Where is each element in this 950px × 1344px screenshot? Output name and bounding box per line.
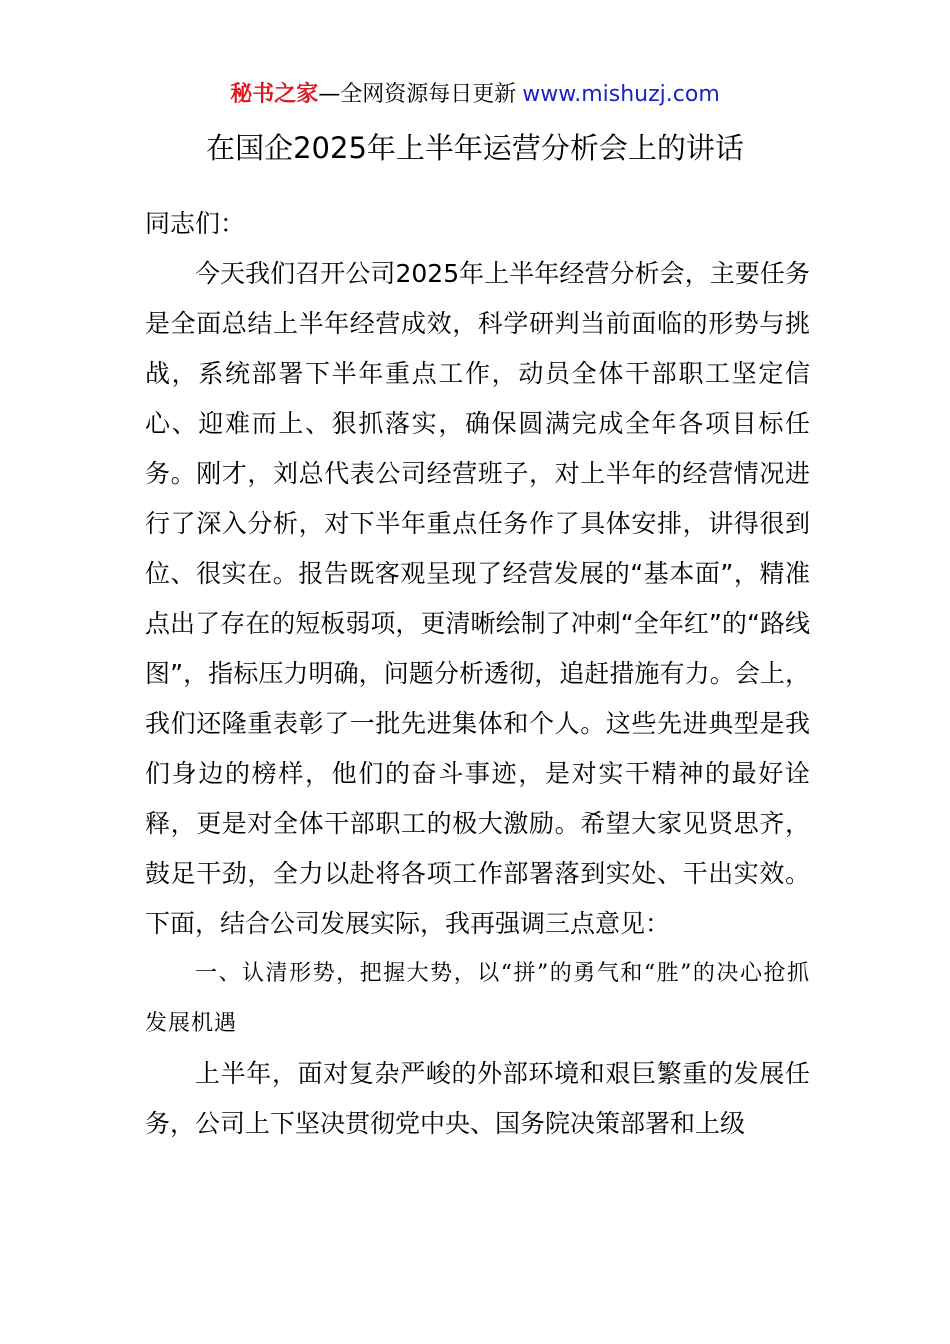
- intro-paragraph: 今天我们召开公司2025年上半年经营分析会，主要任务是全面总结上半年经营成效，科学研判当前面临的形势与挑战，系统部署下半年重点工作，动员全体干部职工坚定信心、迎难而上、狠抓落实，确保圆满完成全年各项目标任务。刚才，刘总代表公司经营班子，对上半年的经营情况进行了深入分析，对下半年重点任务作了具体安排，讲得很到位、很实在。报告既客观呈现了经营发展的“基本面”，精准点出了存在的短板弱项，更清晰绘制了冲刺“全年红”的“路线图”，指标压力明确，问题分析透彻，追赶措施有力。会上，我们还隆重表彰了一批先进集体和个人。这些先进典型是我们身边的榜样，他们的奋斗事迹，是对实干精神的最好诠释，更是对全体干部职工的极大激励。希望大家见贤思齐，鼓足干劲，全力以赴将各项工作部署落到实处、干出实效。下面，结合公司发展实际，我再强调三点意见：: [145, 259, 810, 938]
- header-tagline: —全网资源每日更新: [318, 82, 517, 107]
- document-body: [145, 199, 810, 1149]
- brand-name: 秘书之家: [230, 82, 319, 107]
- document-title: 在国企2025年上半年运营分析会上的讲话: [206, 131, 744, 165]
- section-one-heading: 一、认清形势，把握大势，以“拼”的勇气和“胜”的决心抢抓发展机遇: [145, 961, 810, 1036]
- salutation: 同志们：: [145, 209, 246, 238]
- section-one-paragraph: 上半年，面对复杂严峻的外部环境和艰巨繁重的发展任务，公司上下坚决贯彻党中央、国务院决策部署和上级: [145, 1059, 810, 1138]
- site-url-link[interactable]: www.mishuzj.com: [522, 82, 720, 107]
- site-header: [0, 78, 950, 112]
